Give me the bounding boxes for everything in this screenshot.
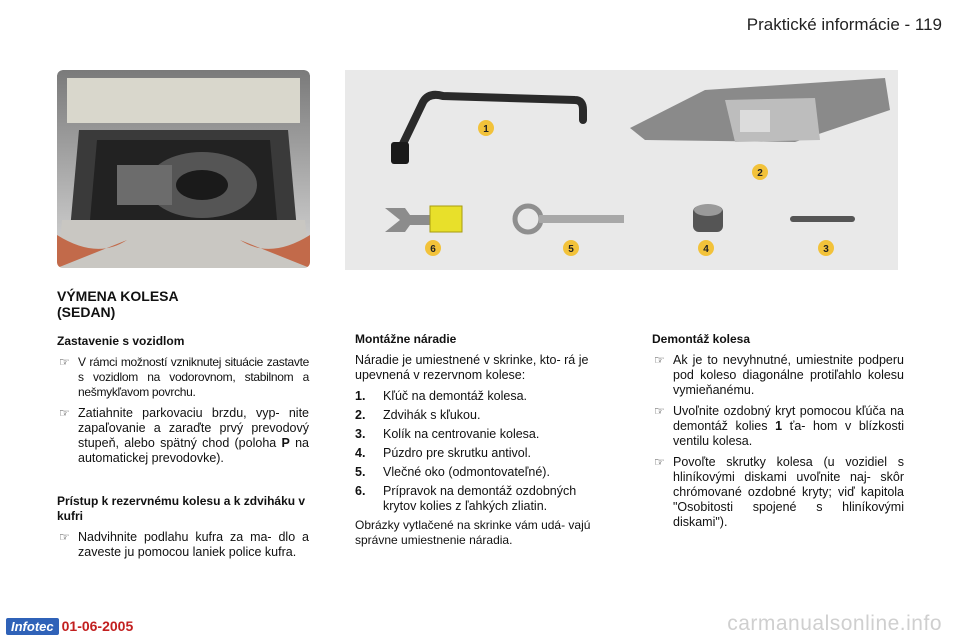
pointing-hand-icon: ☞ <box>654 455 665 469</box>
tool-label-4: 4 <box>703 244 709 255</box>
bullet-text: ťa- hom v blízkosti ventilu kolesa. <box>673 419 904 448</box>
bullet-text: Uvoľnite ozdobný kryt pomocou kľúča na demontáž kolies <box>673 404 904 433</box>
tools-intro: Náradie je umiestnené v skrinke, kto- rá je upevnená v rezervnom kolese: <box>355 353 589 382</box>
column-tools <box>355 332 607 554</box>
heading-stopping: Zastavenie s vozidlom <box>57 334 185 348</box>
heading-tools: Montážne náradie <box>355 332 457 346</box>
bullet-bold: 1 <box>775 419 783 433</box>
bullet-item <box>57 530 309 560</box>
bullet-item <box>57 406 309 466</box>
tools-photo <box>345 70 898 270</box>
column-removal <box>652 332 904 536</box>
tool-list-item: 2. Zdvihák s kľukou. <box>355 408 481 422</box>
bullet-text: Povoľte skrutky kolesa (u vozidiel s hliníkovými diskami uvoľnite naj- skôr chrómované ozdobné kryty; viď kapitola "Osobitosti spojené s hliníkovými diskami"). <box>673 455 904 529</box>
pointing-hand-icon: ☞ <box>59 355 70 369</box>
bullet-text: Zatiahnite parkovaciu brzdu, vyp- nite zapaľovanie a zaraďte prvý prevodový stupeň, alebo spätný chod (poloha <box>78 406 309 450</box>
bullet-item <box>652 404 904 449</box>
tool-list-item: 4. Púzdro pre skrutku antivol. <box>355 446 531 460</box>
tool-list-item: 1. Kľúč na demontáž kolesa. <box>355 389 528 403</box>
tool-label-6: 6 <box>430 244 436 255</box>
bullet-text: Ak je to nevyhnutné, umiestnite podperu pod koleso diagonálne protiľahlo kolesu vymieňanému. <box>673 353 904 397</box>
tool-label-2: 2 <box>757 168 763 179</box>
centering-pin-icon <box>790 216 855 222</box>
pointing-hand-icon: ☞ <box>654 353 665 367</box>
footer <box>6 617 133 635</box>
tool-label-1: 1 <box>483 124 489 135</box>
bullet-text: Nadvihnite podlahu kufra za ma- dlo a zaveste ju pomocou laniek police kufra. <box>78 530 309 559</box>
tool-label-5: 5 <box>568 244 574 255</box>
antitheft-socket-icon <box>693 204 723 232</box>
pointing-hand-icon: ☞ <box>59 406 70 420</box>
watermark: carmanualsonline.info <box>727 612 942 635</box>
heading-removal: Demontáž kolesa <box>652 332 751 346</box>
bullet-item <box>57 355 309 400</box>
section-title <box>57 288 307 320</box>
bullet-item <box>652 353 904 398</box>
tool-list-item: 5. Vlečné oko (odmontovateľné). <box>355 465 550 479</box>
page-header-title: Praktické informácie - 119 <box>746 15 942 34</box>
bullet-text: V rámci možností vzniknutej situácie zastavte s vozidlom na vodorovnom, stabilnom a nešmykľavom povrchu. <box>78 355 309 399</box>
footer-date: 01-06-2005 <box>61 618 134 634</box>
bullet-bold: P <box>281 436 290 450</box>
trunk-photo <box>57 70 310 268</box>
section-title-line2: (SEDAN) <box>57 304 116 320</box>
bullet-item <box>652 455 904 530</box>
bullet-text: na automatickej prevodovke). <box>78 436 309 465</box>
infotec-logo: Infotec <box>6 618 59 635</box>
pointing-hand-icon: ☞ <box>59 530 70 544</box>
pointing-hand-icon: ☞ <box>654 404 665 418</box>
column-stopping <box>57 334 309 566</box>
heading-access: Prístup k rezervnému kolesu a k zdviháku v kufri <box>57 494 306 523</box>
tool-label-3: 3 <box>823 244 829 255</box>
tools-outro: Obrázky vytlačené na skrinke vám udá- vajú správne umiestnenie náradia. <box>355 518 591 547</box>
tool-list-item: 3. Kolík na centrovanie kolesa. <box>355 427 540 441</box>
section-title-line1: VÝMENA KOLESA <box>57 288 179 304</box>
tool-list-item: 6. Prípravok na demontáž ozdobných krytov kolies z ľahkých zliatin. <box>355 484 577 513</box>
